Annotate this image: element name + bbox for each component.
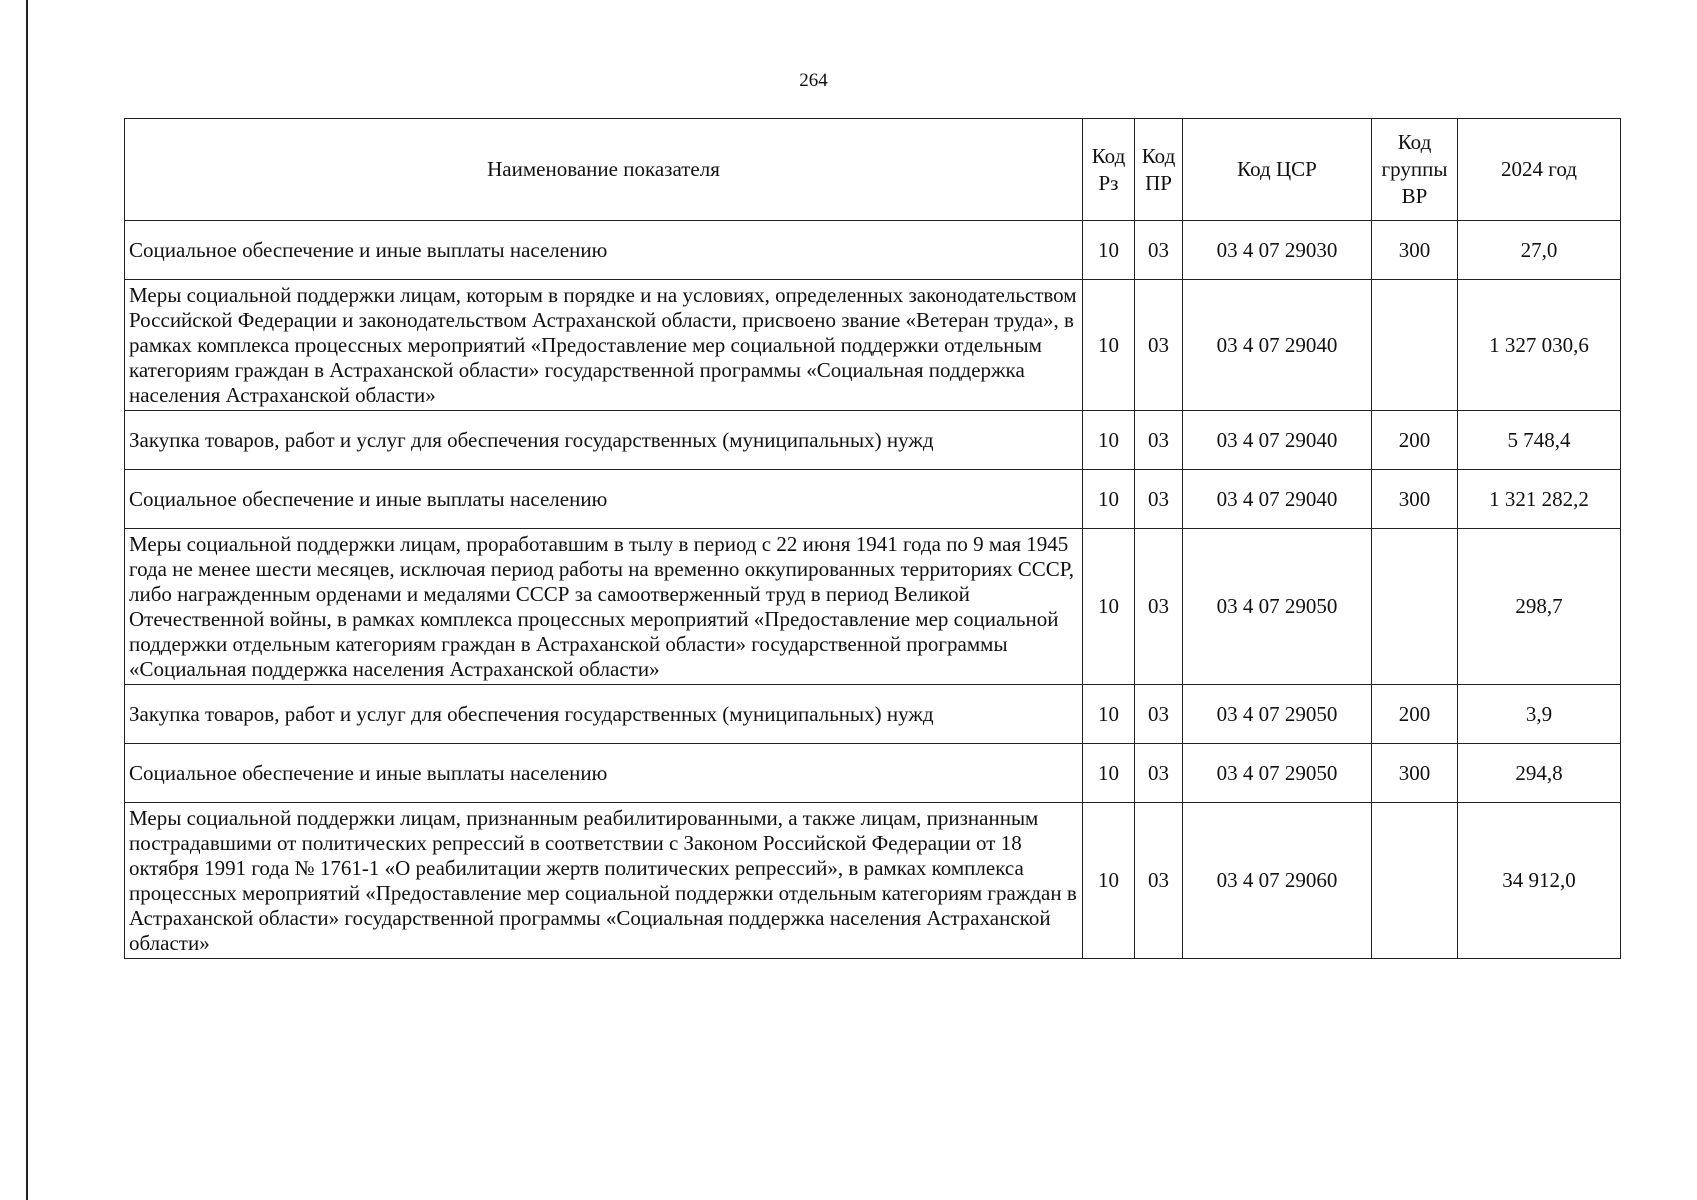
budget-table <box>124 118 1621 959</box>
table-row <box>125 221 1621 280</box>
table-header-row <box>125 119 1621 221</box>
cell-name: Меры социальной поддержки лицам, проработавшим в тылу в период с 22 июня 1941 года по 9 мая 1945 года не менее шести месяцев, исключая период работы на временно оккупированных территориях СССР, либо награжденным орденами и медалями СССР за самоотверженный труд в период Великой Отечественной войны, в рамках комплекса процессных мероприятий «Предоставление мер социальной поддержки отдельным категориям граждан в Астраханской области» государственной программы «Социальная поддержка населения Астраханской области» <box>125 529 1083 685</box>
cell-rz: 10 <box>1083 803 1135 959</box>
cell-amount: 3,9 <box>1458 685 1621 744</box>
cell-pr: 03 <box>1135 803 1183 959</box>
cell-rz: 10 <box>1083 280 1135 411</box>
header-rz <box>1083 119 1135 221</box>
cell-vr <box>1372 529 1458 685</box>
scan-edge-line <box>26 0 28 1200</box>
cell-rz: 10 <box>1083 529 1135 685</box>
cell-name: Закупка товаров, работ и услуг для обеспечения государственных (муниципальных) нужд <box>125 411 1083 470</box>
cell-vr: 300 <box>1372 744 1458 803</box>
cell-rz: 10 <box>1083 470 1135 529</box>
cell-amount: 298,7 <box>1458 529 1621 685</box>
header-vr-line-3: ВР <box>1401 184 1428 208</box>
cell-name: Социальное обеспечение и иные выплаты населению <box>125 221 1083 280</box>
cell-rz: 10 <box>1083 221 1135 280</box>
cell-pr: 03 <box>1135 411 1183 470</box>
cell-csr: 03 4 07 29040 <box>1183 470 1372 529</box>
table-row <box>125 803 1621 959</box>
table-row <box>125 529 1621 685</box>
cell-amount: 5 748,4 <box>1458 411 1621 470</box>
cell-rz: 10 <box>1083 411 1135 470</box>
cell-csr: 03 4 07 29050 <box>1183 744 1372 803</box>
cell-vr <box>1372 280 1458 411</box>
cell-rz: 10 <box>1083 744 1135 803</box>
cell-pr: 03 <box>1135 221 1183 280</box>
header-rz-line-2: Рз <box>1098 170 1119 195</box>
cell-vr <box>1372 803 1458 959</box>
cell-csr: 03 4 07 29050 <box>1183 685 1372 744</box>
cell-vr: 300 <box>1372 470 1458 529</box>
cell-name: Закупка товаров, работ и услуг для обеспечения государственных (муниципальных) нужд <box>125 685 1083 744</box>
table-row <box>125 744 1621 803</box>
cell-vr: 200 <box>1372 411 1458 470</box>
header-pr-line-1: Код <box>1141 143 1176 168</box>
header-vr <box>1372 119 1458 221</box>
cell-pr: 03 <box>1135 280 1183 411</box>
page-number: 264 <box>799 70 828 91</box>
cell-amount: 1 321 282,2 <box>1458 470 1621 529</box>
cell-csr: 03 4 07 29030 <box>1183 221 1372 280</box>
header-pr-line-2: ПР <box>1145 170 1172 195</box>
header-vr-line-1: Код <box>1397 130 1432 154</box>
header-year: 2024 год <box>1458 119 1621 221</box>
cell-pr: 03 <box>1135 470 1183 529</box>
cell-csr: 03 4 07 29050 <box>1183 529 1372 685</box>
table-row <box>125 685 1621 744</box>
header-pr <box>1135 119 1183 221</box>
cell-name: Меры социальной поддержки лицам, которым в порядке и на условиях, определенных законодательством Российской Федерации и законодательством Астраханской области, присвоено звание «Ветеран труда», в рамках комплекса процессных мероприятий «Предоставление мер социальной поддержки отдельным категориям граждан в Астраханской области» государственной программы «Социальная поддержка населения Астраханской области» <box>125 280 1083 411</box>
cell-csr: 03 4 07 29060 <box>1183 803 1372 959</box>
cell-vr: 200 <box>1372 685 1458 744</box>
cell-pr: 03 <box>1135 529 1183 685</box>
table-row <box>125 280 1621 411</box>
cell-name: Социальное обеспечение и иные выплаты населению <box>125 744 1083 803</box>
cell-vr: 300 <box>1372 221 1458 280</box>
header-csr: Код ЦСР <box>1183 119 1372 221</box>
cell-amount: 1 327 030,6 <box>1458 280 1621 411</box>
cell-name: Меры социальной поддержки лицам, признанным реабилитированными, а также лицам, признанным пострадавшими от политических репрессий в соответствии с Законом Российской Федерации от 18 октября 1991 года № 1761-1 «О реабилитации жертв политических репрессий», в рамках комплекса процессных мероприятий «Предоставление мер социальной поддержки отдельным категориям граждан в Астраханской области» государственной программы «Социальная поддержка населения Астраханской области» <box>125 803 1083 959</box>
cell-name: Социальное обеспечение и иные выплаты населению <box>125 470 1083 529</box>
cell-amount: 27,0 <box>1458 221 1621 280</box>
header-name: Наименование показателя <box>125 119 1083 221</box>
cell-pr: 03 <box>1135 744 1183 803</box>
header-rz-line-1: Код <box>1091 143 1126 168</box>
header-vr-line-2: группы <box>1381 157 1448 181</box>
cell-amount: 294,8 <box>1458 744 1621 803</box>
cell-rz: 10 <box>1083 685 1135 744</box>
cell-csr: 03 4 07 29040 <box>1183 411 1372 470</box>
table-row <box>125 411 1621 470</box>
cell-csr: 03 4 07 29040 <box>1183 280 1372 411</box>
cell-amount: 34 912,0 <box>1458 803 1621 959</box>
cell-pr: 03 <box>1135 685 1183 744</box>
table-row <box>125 470 1621 529</box>
